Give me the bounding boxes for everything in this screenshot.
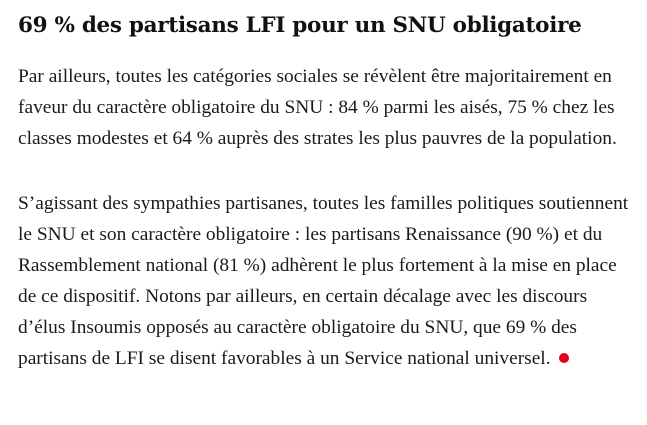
article-body (18, 0, 640, 374)
paragraph-text: S’agissant des sympathies partisanes, toutes les familles politiques soutiennent le SNU et son caractère obligatoire : les partisans Renaissance (90 %) et du Rassemblement national (81 %) adhèrent le plus fortement à la mise en place de ce dispositif. Notons par ailleurs, en certain décalage avec les discours d’élus Insoumis opposés au caractère obligatoire du SNU, que 69 % des partisans de LFI se disent favorables à un Service national universel. (18, 193, 629, 369)
paragraph-social-categories: Par ailleurs, toutes les catégories sociales se révèlent être majoritairement en faveur du caractère obligatoire du SNU : 84 % parmi les aisés, 75 % chez les classes modestes et 64 % auprès des strates les plus pauvres de la population. (18, 66, 617, 149)
paragraph-partisan-sympathies (18, 188, 638, 374)
section-headline: 69 % des partisans LFI pour un SNU obligatoire (18, 13, 582, 38)
end-of-article-dot-icon (559, 353, 569, 363)
